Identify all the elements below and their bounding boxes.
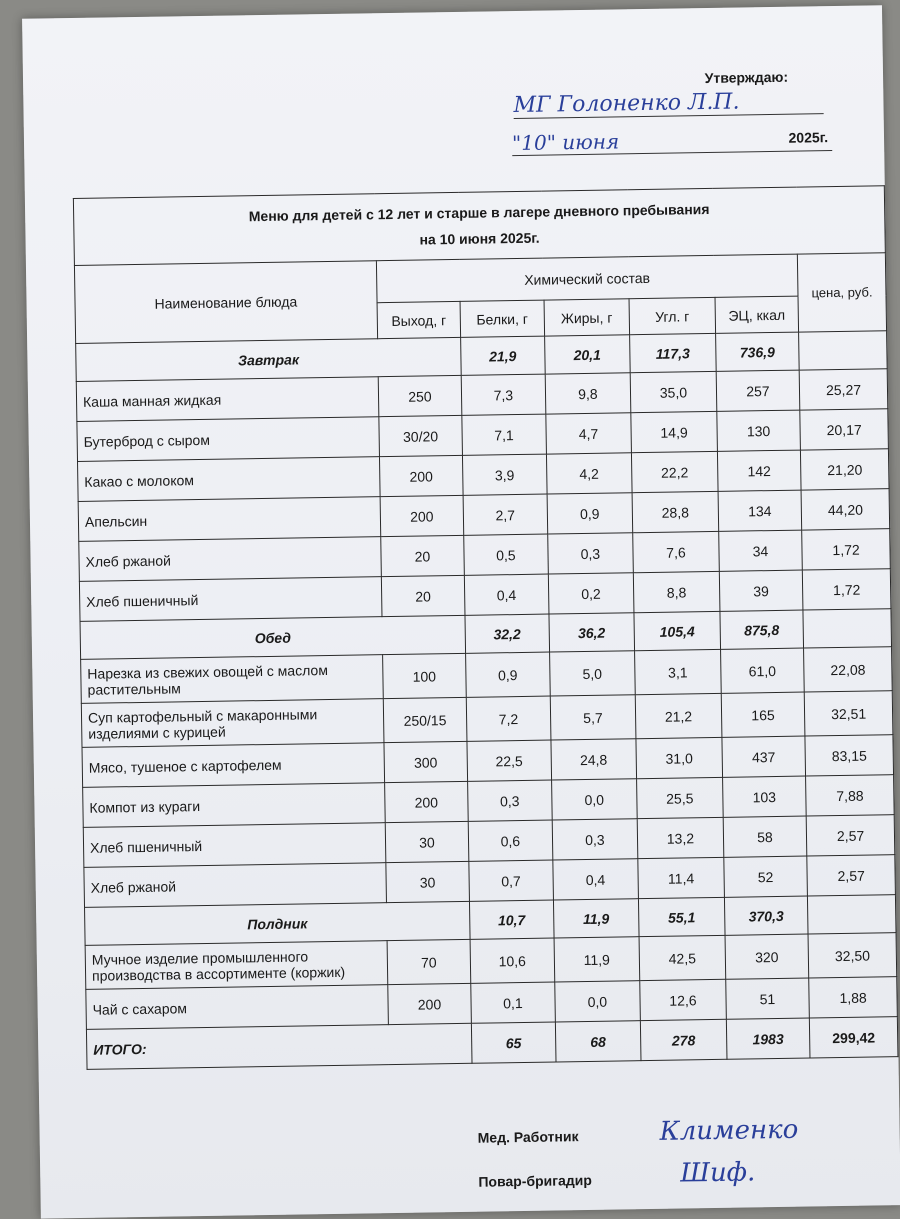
dish-yield: 70 (387, 939, 471, 984)
dish-energy: 51 (725, 978, 809, 1019)
dish-yield: 200 (384, 781, 468, 822)
dish-protein: 22,5 (467, 740, 551, 781)
menu-title-line1: Меню для детей с 12 лет и старше в лагере дневного пребывания (248, 200, 710, 225)
med-worker-label: Мед. Работник (477, 1128, 579, 1146)
dish-energy: 103 (722, 776, 806, 817)
dish-price: 2,57 (807, 855, 895, 896)
dish-protein: 7,3 (461, 374, 545, 415)
dish-carb: 7,6 (633, 531, 719, 572)
dish-energy: 320 (725, 934, 809, 979)
dish-yield: 30 (386, 861, 470, 902)
total-energy: 1983 (726, 1018, 810, 1059)
section-price (803, 609, 891, 648)
dish-yield: 300 (384, 741, 468, 782)
dish-protein: 2,7 (463, 494, 547, 535)
dish-yield: 20 (381, 575, 465, 616)
dish-name: Апельсин (78, 497, 380, 542)
dish-fat: 0,2 (548, 573, 634, 614)
dish-protein: 0,5 (464, 534, 548, 575)
section-carb: 117,3 (630, 333, 716, 372)
dish-yield: 20 (380, 535, 464, 576)
dish-price: 21,20 (801, 449, 889, 490)
dish-yield: 200 (380, 495, 464, 536)
dish-fat: 9,8 (545, 373, 631, 414)
dish-price: 1,88 (809, 977, 897, 1018)
dish-energy: 165 (721, 692, 805, 737)
dish-protein: 3,9 (463, 454, 547, 495)
header-protein: Белки, г (460, 300, 544, 337)
dish-fat: 11,9 (554, 937, 640, 982)
dish-name: Хлеб ржаной (79, 537, 381, 582)
dish-name: Чай с сахаром (86, 985, 388, 1030)
dish-name: Мучное изделие промышленного производства в ассортименте (коржик) (85, 941, 387, 990)
dish-carb: 31,0 (636, 737, 722, 778)
menu-sheet (22, 5, 900, 1218)
dish-protein: 0,6 (468, 820, 552, 861)
dish-fat: 0,3 (547, 533, 633, 574)
dish-carb: 14,9 (631, 411, 717, 452)
dish-name: Бутерброд с сыром (77, 417, 379, 462)
menu-title-line2: на 10 июня 2025г. (419, 229, 540, 248)
header-energy: ЭЦ, ккал (715, 296, 799, 333)
dish-name: Хлеб ржаной (84, 863, 386, 908)
total-carb: 278 (641, 1019, 727, 1060)
section-carb: 105,4 (634, 611, 720, 650)
dish-carb: 28,8 (632, 491, 718, 532)
dish-carb: 8,8 (633, 571, 719, 612)
header-dish: Наименование блюда (74, 261, 377, 344)
section-protein: 21,9 (461, 336, 545, 375)
section-fat: 36,2 (549, 613, 635, 652)
dish-fat: 5,0 (549, 651, 635, 696)
dish-carb: 3,1 (635, 649, 721, 694)
dish-protein: 0,1 (471, 982, 555, 1023)
section-energy: 370,3 (724, 896, 808, 935)
dish-fat: 24,8 (551, 739, 637, 780)
dish-price: 32,50 (808, 933, 897, 978)
dish-price: 1,72 (802, 529, 890, 570)
dish-name: Хлеб пшеничный (83, 823, 385, 868)
section-protein: 32,2 (465, 614, 549, 653)
dish-name: Хлеб пшеничный (79, 577, 381, 622)
total-protein: 65 (472, 1022, 556, 1063)
header-fat: Жиры, г (544, 299, 630, 336)
section-price (799, 331, 887, 370)
dish-carb: 21,2 (635, 693, 721, 738)
dish-energy: 130 (717, 410, 801, 451)
dish-fat: 0,0 (551, 779, 637, 820)
dish-fat: 0,3 (552, 819, 638, 860)
header-carb: Угл. г (629, 297, 715, 334)
dish-fat: 4,2 (546, 453, 632, 494)
dish-energy: 39 (719, 570, 803, 611)
dish-energy: 52 (724, 856, 808, 897)
dish-carb: 22,2 (632, 451, 718, 492)
dish-price: 32,51 (804, 691, 893, 736)
dish-carb: 12,6 (640, 979, 726, 1020)
dish-fat: 0,4 (552, 859, 638, 900)
dish-energy: 58 (723, 816, 807, 857)
med-worker-signature: Клименко (659, 1114, 799, 1147)
dish-name: Компот из кураги (83, 783, 385, 828)
dish-name: Нарезка из свежих овощей с маслом растительным (81, 655, 383, 704)
approval-date-year: 2025г. (788, 129, 829, 146)
approval-label: Утверждаю: (704, 68, 789, 87)
approval-signature: МГ Голоненко Л.П. (513, 88, 823, 119)
dish-protein: 0,4 (464, 574, 548, 615)
section-protein: 10,7 (470, 900, 554, 939)
dish-fat: 4,7 (545, 413, 631, 454)
dish-energy: 257 (716, 370, 800, 411)
dish-protein: 7,2 (466, 696, 550, 741)
approval-date-day: "10" июня (511, 129, 620, 156)
section-energy: 736,9 (715, 332, 799, 371)
dish-fat: 0,9 (547, 493, 633, 534)
cook-label: Повар-бригадир (478, 1171, 593, 1190)
dish-price: 2,57 (806, 815, 894, 856)
dish-protein: 10,6 (470, 938, 554, 983)
dish-carb: 25,5 (637, 777, 723, 818)
dish-name: Каша манная жидкая (76, 377, 378, 422)
dish-carb: 35,0 (630, 371, 716, 412)
dish-protein: 0,9 (466, 652, 550, 697)
dish-yield: 200 (379, 455, 463, 496)
menu-title (73, 186, 885, 266)
section-name: Завтрак (76, 337, 462, 381)
section-carb: 55,1 (639, 897, 725, 936)
dish-energy: 34 (718, 530, 802, 571)
dish-protein: 7,1 (462, 414, 546, 455)
dish-energy: 142 (717, 450, 801, 491)
dish-name: Мясо, тушеное с картофелем (82, 743, 384, 788)
dish-yield: 30/20 (379, 415, 463, 456)
cook-signature: Шиф. (680, 1157, 756, 1189)
dish-price: 20,17 (800, 409, 888, 450)
total-fat: 68 (555, 1021, 641, 1062)
dish-yield: 30 (385, 821, 469, 862)
dish-carb: 42,5 (639, 935, 725, 980)
dish-name: Суп картофельный с макаронными изделиями с курицей (81, 699, 383, 748)
menu-table (73, 185, 899, 1070)
dish-yield: 250 (378, 375, 462, 416)
dish-price: 7,88 (806, 775, 894, 816)
approval-date (512, 126, 832, 156)
dish-energy: 134 (718, 490, 802, 531)
total-label: ИТОГО: (86, 1023, 472, 1069)
dish-yield: 200 (387, 983, 471, 1024)
section-fat: 20,1 (544, 335, 630, 374)
header-chem: Химический состав (376, 254, 798, 303)
dish-price: 25,27 (799, 369, 887, 410)
header-yield: Выход, г (377, 301, 461, 338)
dish-name: Какао с молоком (78, 457, 380, 502)
dish-price: 1,72 (802, 569, 890, 610)
dish-protein: 0,7 (469, 860, 553, 901)
dish-price: 44,20 (801, 489, 889, 530)
section-price (808, 895, 896, 934)
section-name: Полдник (85, 901, 471, 945)
header-price: цена, руб. (798, 253, 887, 332)
total-price: 299,42 (810, 1017, 898, 1058)
dish-energy: 61,0 (720, 648, 804, 693)
dish-price: 22,08 (804, 647, 893, 692)
dish-price: 83,15 (805, 735, 893, 776)
dish-yield: 100 (382, 653, 466, 698)
dish-fat: 5,7 (550, 695, 636, 740)
section-name: Обед (80, 615, 466, 659)
section-energy: 875,8 (720, 610, 804, 649)
dish-fat: 0,0 (554, 981, 640, 1022)
dish-energy: 437 (722, 736, 806, 777)
dish-carb: 13,2 (637, 817, 723, 858)
section-fat: 11,9 (553, 899, 639, 938)
dish-yield: 250/15 (383, 697, 467, 742)
dish-protein: 0,3 (468, 780, 552, 821)
dish-carb: 11,4 (638, 857, 724, 898)
